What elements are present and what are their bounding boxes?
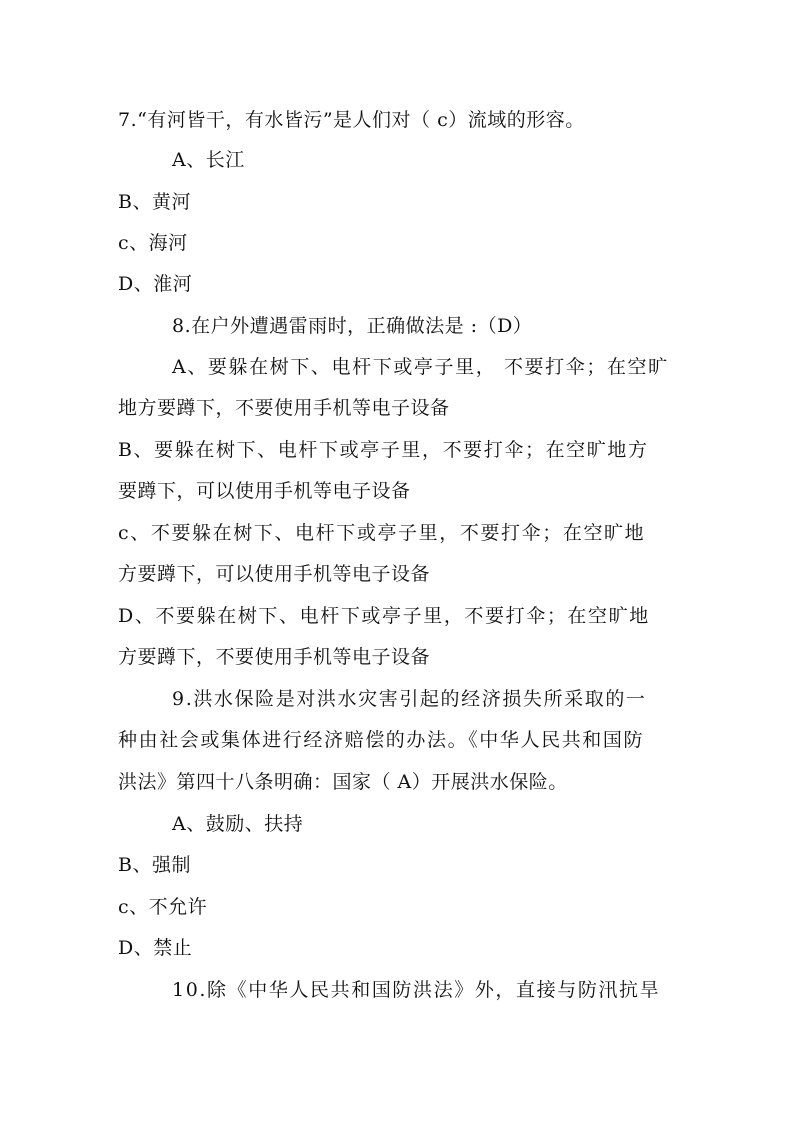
question-8-option-c-line-1: c、不要躲在树下、电杆下或亭子里，不要打伞；在空旷地 bbox=[118, 522, 646, 544]
question-8-option-c-line-2: 方要蹲下，可以使用手机等电子设备 bbox=[118, 563, 431, 585]
question-7-option-d: D、淮河 bbox=[118, 273, 193, 295]
question-9-option-a: A、鼓励、扶持 bbox=[172, 813, 304, 835]
question-8-option-a-line-2: 地方要蹲下，不要使用手机等电子设备 bbox=[118, 397, 450, 419]
question-9-option-d: D、禁止 bbox=[118, 937, 193, 959]
question-9-text-line-2: 种由社会或集体进行经济赔偿的办法。《中华人民共和国防 bbox=[118, 729, 645, 751]
question-7-option-a: A、长江 bbox=[172, 149, 245, 171]
question-9-option-c: c、不允许 bbox=[118, 896, 208, 918]
question-8-option-a-line-1: A、要躲在树下、电杆下或亭子里， 不要打伞；在空旷 bbox=[172, 356, 669, 378]
question-8-option-d-line-1: D、不要躲在树下、电杆下或亭子里，不要打伞；在空旷地 bbox=[118, 605, 650, 627]
question-7-option-b: B、黄河 bbox=[118, 191, 191, 213]
question-8-option-b-line-2: 要蹲下，可以使用手机等电子设备 bbox=[118, 480, 411, 502]
question-10-text-line-1: 10.除《中华人民共和国防洪法》外，直接与防汛抗旱 bbox=[172, 979, 661, 1001]
question-7-option-c: c、海河 bbox=[118, 232, 188, 254]
question-9-option-b: B、强制 bbox=[118, 854, 191, 876]
question-8-text: 8.在户外遭遇雷雨时，正确做法是 :（D） bbox=[172, 315, 533, 337]
question-9-text-line-3: 洪法》第四十八条明确：国家（ A）开展洪水保险。 bbox=[118, 771, 568, 793]
question-8-option-b-line-1: B、要躲在树下、电杆下或亭子里，不要打伞；在空旷地方 bbox=[118, 439, 649, 461]
question-8-option-d-line-2: 方要蹲下，不要使用手机等电子设备 bbox=[118, 646, 431, 668]
question-9-text-line-1: 9.洪水保险是对洪水灾害引起的经济损失所采取的一 bbox=[172, 688, 647, 710]
question-7-text: 7.“有河皆干，有水皆污”是人们对（ c）流域的形容。 bbox=[118, 109, 585, 131]
